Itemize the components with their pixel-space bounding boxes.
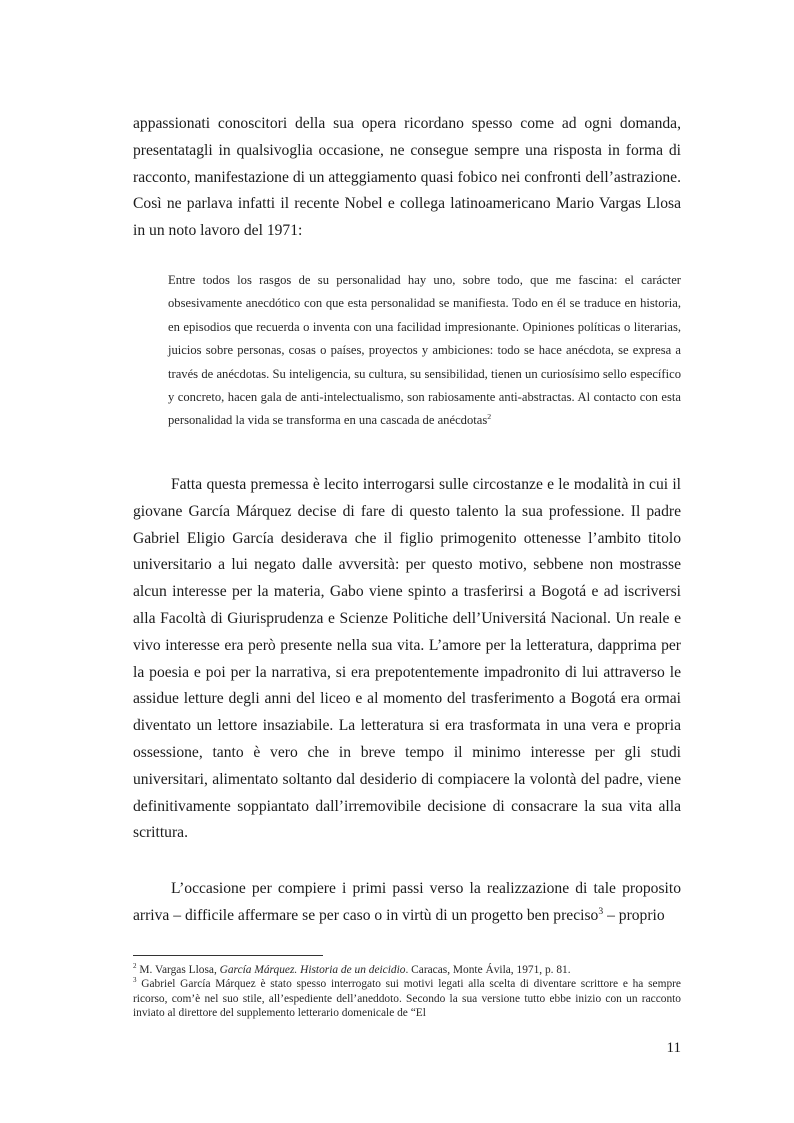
footnote-3-number: 3 [133,976,137,985]
paragraph-occasion-text: L’occasione per compiere i primi passi verso la realizzazione di tale proposito arriva – difficile affermare se per caso o in virtù di un progetto ben preciso [133,880,681,924]
page-number: 11 [666,1040,681,1056]
footnote-2-publication: . Caracas, Monte Ávila, 1971, p. 81. [405,964,571,976]
paragraph-intro: appassionati conoscitori della sua opera ricordano spesso come ad ogni domanda, presentatagli in qualsivoglia occasione, ne consegue sempre una risposta in forma di racconto, manifestazione di un atteggiamento quasi fobico nei confronti dell’astrazione. Così ne parlava infatti il recente Nobel e collega latinoamericano Mario Vargas Llosa in un noto lavoro del 1971: [133,115,681,240]
footnote-3-text: Gabriel García Márquez è stato spesso interrogato sui motivi legati alla scelta di diventare scrittore e ha sempre ricorso, com’è nel suo stile, all’espediente dell’aneddoto. Secondo la sua versione tutto ebbe inizio con un racconto inviato al direttore del supplemento letterario domenicale de “El [133,978,681,1020]
footnote-2-number: 2 [133,962,137,971]
footnotes [133,963,681,1021]
footnote-2-title: García Márquez. Historia de un deicidio [219,964,406,976]
footnote-ref-2: 2 [487,412,492,422]
footnote-2 [133,963,681,977]
block-quote-text: Entre todos los rasgos de su personalidad hay uno, sobre todo, que me fascina: el carácter obsesivamente anecdótico con que esta personalidad se manifiesta. Todo en él se traduce en historia, en episodios que recuerda o inventa con una facilidad impresionante. Opiniones políticas o literarias, juicios sobre personas, cosas o países, proyectos y ambiciones: todo se hace anécdota, se expresa a través de anécdotas. Su inteligencia, su cultura, su sensibilidad, tienen un curiosísimo sello específico y concreto, hacen gala de anti-intelectualismo, son rabiosamente anti-abstractas. Al contacto con esta personalidad la vida se transforma en una cascada de anécdotas [168,273,681,428]
footnote-ref-3: 3 [598,905,604,917]
paragraph-occasion-tail: – proprio [603,906,665,924]
block-quote [168,269,681,433]
paragraph-premise: Fatta questa premessa è lecito interrogarsi sulle circostanze e le modalità in cui il giovane García Márquez decise di fare di questo talento la sua professione. Il padre Gabriel Eligio García desiderava che il figlio primogenito ottenesse l’ambito titolo universitario a lui negato dalle avversità: per questo motivo, sebbene non mostrasse alcun interesse per la materia, Gabo viene spinto a trasferirsi a Bogotá e ad iscriversi alla Facoltà di Giurisprudenza e Scienze Politiche dell’Universitá Nacional. Un reale e vivo interesse era però presente nella sua vita. L’amore per la letteratura, dapprima per la poesia e poi per la narrativa, si era prepotentemente impadronito di lui attraverso le assidue letture degli anni del liceo e al momento del trasferimento a Bogotá era ormai diventato un lettore insaziabile. La letteratura si era trasformata in una vera e propria ossessione, tanto è vero che in breve tempo il minimo interesse per gli studi universitari, alimentato soltanto dal desiderio di compiacere la volontà del padre, viene definitivamente soppiantato dall’irremovibile decisione di consacrare la sua vita alla scrittura. [133,476,681,842]
footnote-2-author: M. Vargas Llosa, [136,964,220,976]
footnote-separator [133,955,323,956]
footnote-3 [133,977,681,1020]
paragraph-occasion [133,876,681,930]
